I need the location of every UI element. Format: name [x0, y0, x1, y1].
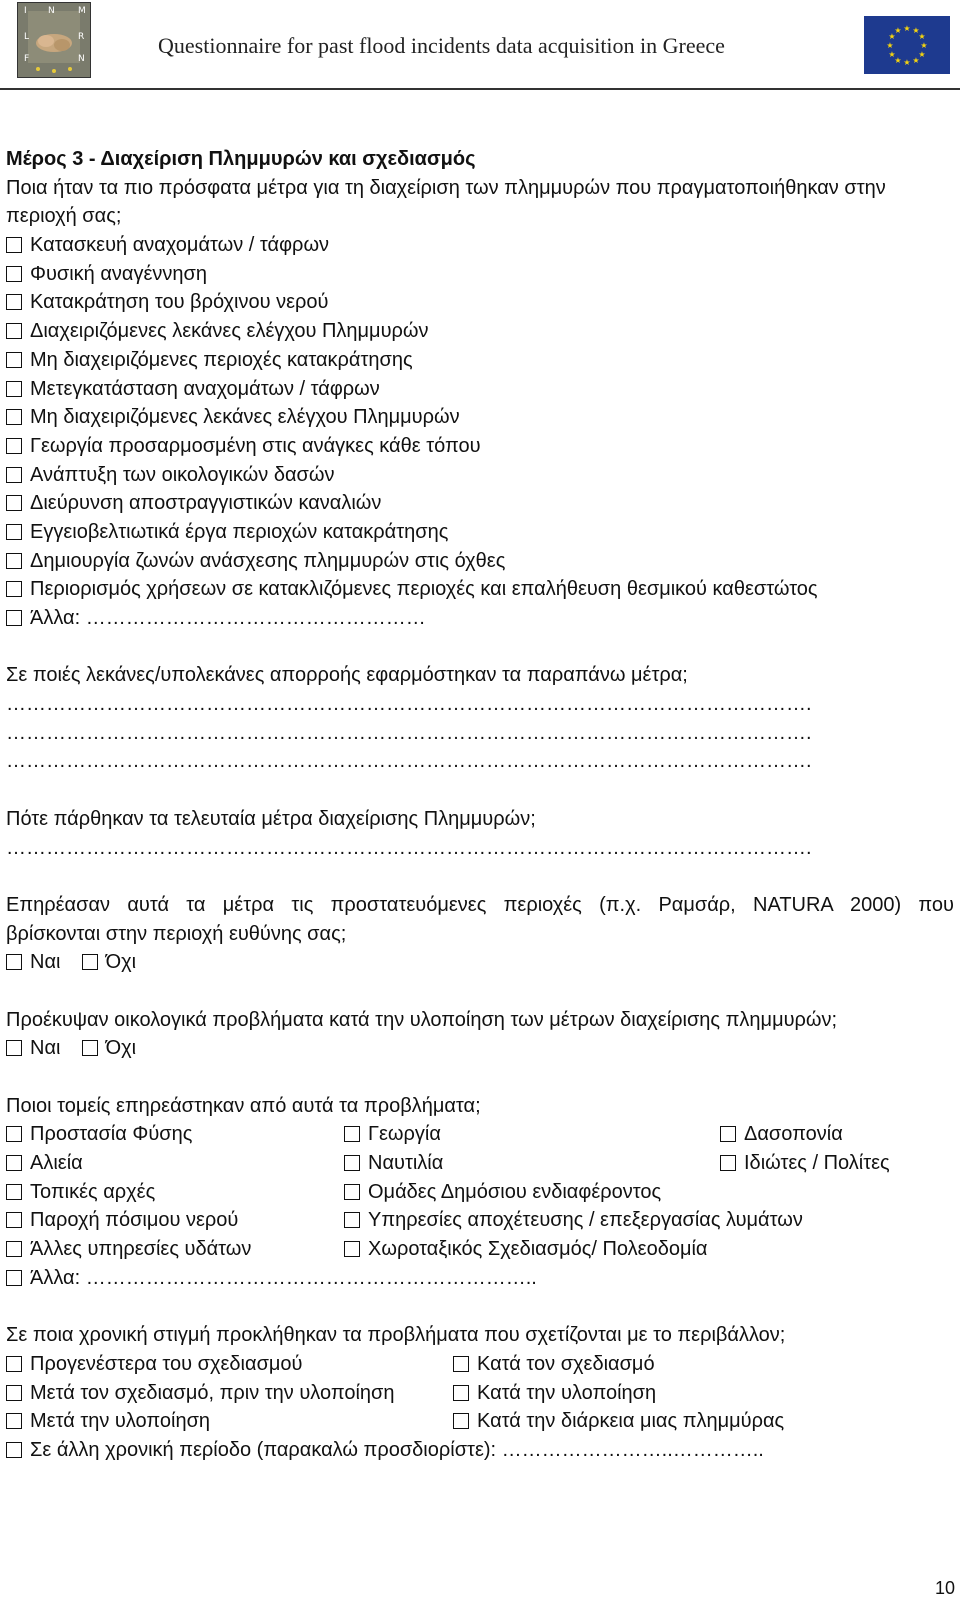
checkbox[interactable]: [6, 495, 22, 511]
checkbox[interactable]: [6, 524, 22, 540]
timing-option[interactable]: Μετά την υλοποίηση: [6, 1407, 210, 1436]
sector-option-other[interactable]: Άλλα: …………………………………………………………..: [6, 1264, 954, 1293]
timing-row: [6, 1350, 954, 1379]
checkbox[interactable]: [344, 1155, 360, 1171]
project-logo: [17, 2, 91, 78]
svg-text:★: ★: [903, 58, 911, 67]
svg-text:R: R: [78, 32, 85, 42]
header-divider: [0, 88, 960, 90]
checkbox[interactable]: [6, 352, 22, 368]
checkbox[interactable]: [344, 1184, 360, 1200]
question-7: Σε ποια χρονική στιγμή προκλήθηκαν τα προβλήματα που σχετίζονται με το περιβάλλον;: [6, 1324, 786, 1347]
question-1-line-1: Ποια ήταν τα πιο πρόσφατα μέτρα για τη διαχείριση των πλημμυρών που πραγματοποιήθηκαν στην: [6, 176, 886, 199]
timing-option[interactable]: Μετά τον σχεδιασμό, πριν την υλοποίηση: [6, 1379, 395, 1408]
checkbox[interactable]: [6, 1356, 22, 1372]
checkbox-yes[interactable]: [6, 954, 22, 970]
timing-option[interactable]: Κατά την διάρκεια μιας πλημμύρας: [453, 1407, 784, 1436]
yes-no-options: Ναι Όχι: [6, 1034, 954, 1063]
svg-text:★: ★: [886, 41, 894, 50]
checkbox[interactable]: [6, 1442, 22, 1458]
checkbox[interactable]: [453, 1356, 469, 1372]
option-item[interactable]: Δημιουργία ζωνών ανάσχεσης πλημμυρών στις όχθες: [6, 547, 954, 576]
checkbox-yes[interactable]: [6, 1040, 22, 1056]
answer-blank-line[interactable]: ………………………………………………………………………………………………………….: [6, 721, 812, 744]
svg-text:★: ★: [894, 56, 902, 65]
option-item[interactable]: Διαχειριζόμενες λεκάνες ελέγχου Πλημμυρών: [6, 317, 954, 346]
option-item[interactable]: Γεωργία προσαρμοσμένη στις ανάγκες κάθε τόπου: [6, 432, 954, 461]
timing-row: [6, 1407, 954, 1436]
questionnaire-body: [6, 145, 954, 1465]
svg-text:★: ★: [903, 24, 911, 33]
sector-row: [6, 1149, 954, 1178]
sector-option[interactable]: Αλιεία: [6, 1149, 83, 1178]
sector-option[interactable]: Τοπικές αρχές: [6, 1178, 155, 1207]
checkbox[interactable]: [6, 467, 22, 483]
question-2: Σε ποιές λεκάνες/υπολεκάνες απορροής εφαρμόστηκαν τα παραπάνω μέτρα;: [6, 664, 688, 687]
checkbox[interactable]: [6, 1155, 22, 1171]
svg-text:I: I: [24, 6, 27, 16]
answer-blank-line[interactable]: ………………………………………………………………………………………………………….: [6, 750, 812, 773]
sector-option[interactable]: Γεωργία: [344, 1120, 441, 1149]
sector-row: [6, 1206, 954, 1235]
checkbox[interactable]: [6, 266, 22, 282]
option-item[interactable]: Μετεγκατάσταση αναχομάτων / τάφρων: [6, 375, 954, 404]
svg-text:F: F: [24, 54, 30, 64]
option-item[interactable]: Ανάπτυξη των οικολογικών δασών: [6, 461, 954, 490]
checkbox[interactable]: [453, 1385, 469, 1401]
section-title: Μέρος 3 - Διαχείριση Πλημμυρών και σχεδιασμός: [6, 148, 476, 170]
timing-option[interactable]: Κατά την υλοποίηση: [453, 1379, 656, 1408]
checkbox[interactable]: [6, 381, 22, 397]
checkbox[interactable]: [344, 1241, 360, 1257]
checkbox[interactable]: [6, 323, 22, 339]
svg-text:N: N: [48, 6, 55, 16]
checkbox[interactable]: [6, 294, 22, 310]
checkbox[interactable]: [6, 610, 22, 626]
sector-option[interactable]: Προστασία Φύσης: [6, 1120, 192, 1149]
checkbox[interactable]: [6, 409, 22, 425]
svg-text:★: ★: [920, 41, 928, 50]
svg-text:M: M: [78, 6, 86, 16]
sector-row: [6, 1178, 954, 1207]
svg-text:★: ★: [918, 50, 926, 59]
checkbox[interactable]: [720, 1126, 736, 1142]
checkbox[interactable]: [6, 438, 22, 454]
timing-option-other[interactable]: Σε άλλη χρονική περίοδο (παρακαλώ προσδιορίστε): ……………………..…………..: [6, 1436, 954, 1465]
option-item-other[interactable]: Άλλα: ……………………………………………: [6, 604, 954, 633]
svg-text:★: ★: [888, 50, 896, 59]
checkbox[interactable]: [720, 1155, 736, 1171]
question-3: Πότε πάρθηκαν τα τελευταία μέτρα διαχείρισης Πλημμυρών;: [6, 807, 536, 830]
eu-flag-logo: [864, 16, 950, 74]
yes-no-options: Ναι Όχι: [6, 948, 954, 977]
option-item[interactable]: Περιορισμός χρήσεων σε κατακλιζόμενες περιοχές και επαλήθευση θεσμικού καθεστώτος: [6, 575, 954, 604]
svg-text:★: ★: [888, 32, 896, 41]
option-item[interactable]: Εγγειοβελτιωτικά έργα περιοχών κατακράτησης: [6, 518, 954, 547]
sector-option[interactable]: Ομάδες Δημόσιου ενδιαφέροντος: [344, 1178, 661, 1207]
question-6: Ποιοι τομείς επηρεάστηκαν από αυτά τα προβλήματα;: [6, 1094, 481, 1117]
answer-blank-line[interactable]: ………………………………………………………………………………………………………….: [6, 836, 812, 859]
sector-option[interactable]: Ναυτιλία: [344, 1149, 443, 1178]
checkbox[interactable]: [6, 1184, 22, 1200]
checkbox[interactable]: [344, 1126, 360, 1142]
checkbox[interactable]: [6, 1241, 22, 1257]
checkbox[interactable]: [6, 1126, 22, 1142]
timing-row: [6, 1379, 954, 1408]
checkbox[interactable]: [6, 1385, 22, 1401]
page-header: [0, 0, 960, 90]
option-item[interactable]: Μη διαχειριζόμενες περιοχές κατακράτησης: [6, 346, 954, 375]
question-4-line-1: Επηρέασαν αυτά τα μέτρα τις προστατευόμενες περιοχές (π.χ. Ραμσάρ, NATURA 2000) που: [6, 893, 954, 916]
svg-text:★: ★: [912, 56, 920, 65]
checkbox[interactable]: [6, 237, 22, 253]
sector-option[interactable]: Δασοπονία: [720, 1120, 843, 1149]
svg-text:N: N: [78, 54, 85, 64]
checkbox[interactable]: [6, 1413, 22, 1429]
sector-option[interactable]: Άλλες υπηρεσίες υδάτων: [6, 1235, 251, 1264]
option-item[interactable]: Κατακράτηση του βρόχινου νερού: [6, 288, 954, 317]
checkbox[interactable]: [344, 1212, 360, 1228]
document-title: Questionnaire for past flood incidents data acquisition in Greece: [158, 33, 725, 58]
option-item[interactable]: Φυσική αναγέννηση: [6, 260, 954, 289]
sector-row: [6, 1235, 954, 1264]
sector-option[interactable]: Παροχή πόσιμου νερού: [6, 1206, 238, 1235]
svg-text:★: ★: [894, 26, 902, 35]
sector-row: [6, 1120, 954, 1149]
timing-option[interactable]: Προγενέστερα του σχεδιασμού: [6, 1350, 303, 1379]
svg-text:★: ★: [918, 32, 926, 41]
checkbox[interactable]: [6, 581, 22, 597]
question-5: Προέκυψαν οικολογικά προβλήματα κατά την υλοποίηση των μέτρων διαχείρισης πλημμυρών;: [6, 1008, 838, 1031]
checkbox[interactable]: [6, 553, 22, 569]
option-item[interactable]: Μη διαχειριζόμενες λεκάνες ελέγχου Πλημμυρών: [6, 403, 954, 432]
svg-text:★: ★: [912, 26, 920, 35]
checkbox-no[interactable]: [82, 954, 98, 970]
checkbox[interactable]: [6, 1270, 22, 1286]
sector-option[interactable]: Υπηρεσίες αποχέτευσης / επεξεργασίας λυμάτων: [344, 1206, 803, 1235]
svg-text:L: L: [24, 32, 30, 42]
checkbox[interactable]: [453, 1413, 469, 1429]
timing-option[interactable]: Κατά τον σχεδιασμό: [453, 1350, 655, 1379]
option-item[interactable]: Κατασκευή αναχομάτων / τάφρων: [6, 231, 954, 260]
question-1-line-2: περιοχή σας;: [6, 205, 122, 228]
sector-option[interactable]: Ιδιώτες / Πολίτες: [720, 1149, 890, 1178]
checkbox[interactable]: [6, 1212, 22, 1228]
option-item[interactable]: Διεύρυνση αποστραγγιστικών καναλιών: [6, 489, 954, 518]
sector-option[interactable]: Χωροταξικός Σχεδιασμός/ Πολεοδομία: [344, 1235, 708, 1264]
page-number: 10: [935, 1578, 956, 1598]
answer-blank-line[interactable]: ………………………………………………………………………………………………………….: [6, 693, 812, 716]
checkbox-no[interactable]: [82, 1040, 98, 1056]
question-4-line-2: βρίσκονται στην περιοχή ευθύνης σας;: [6, 922, 347, 945]
